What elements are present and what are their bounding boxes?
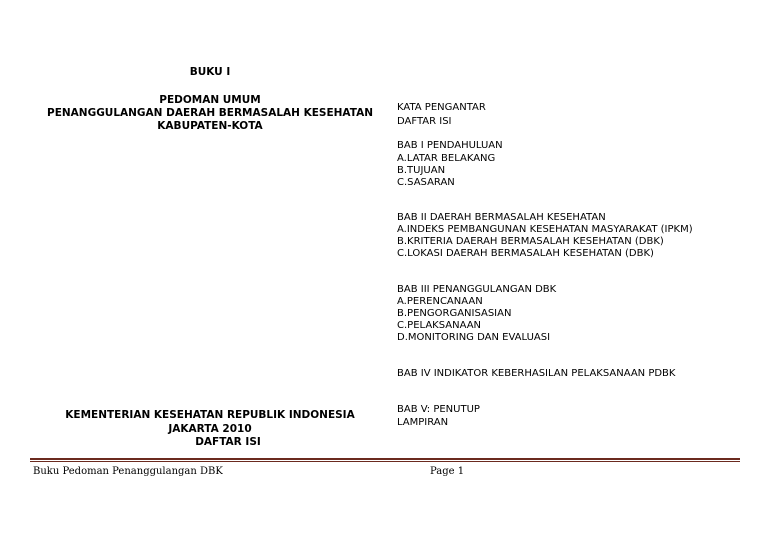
toc-daftar-isi: DAFTAR ISI — [397, 116, 452, 127]
toc-lampiran: LAMPIRAN — [397, 417, 449, 428]
title-line-2: PENANGGULANGAN DAERAH BERMASALAH KESEHATAN — [47, 107, 373, 119]
footer-page-number: Page 1 — [430, 466, 465, 477]
cover-toc-label: DAFTAR ISI — [195, 436, 261, 448]
footer-book-name: Buku Pedoman Penanggulangan DBK — [33, 466, 223, 477]
title-line-3: KABUPATEN-KOTA — [157, 120, 263, 132]
toc-bab-1-item: C.SASARAN — [397, 177, 455, 188]
title-line-1: PEDOMAN UMUM — [159, 94, 261, 106]
toc-bab-3-item: C.PELAKSANAAN — [397, 320, 482, 331]
toc-bab-2-item: C.LOKASI DAERAH BERMASALAH KESEHATAN (DBK) — [397, 248, 654, 259]
book-label: BUKU I — [189, 66, 231, 78]
toc-kata-pengantar: KATA PENGANTAR — [397, 102, 486, 113]
toc-bab-1-title: BAB I PENDAHULUAN — [397, 140, 503, 151]
toc-bab-4-title: BAB IV INDIKATOR KEBERHASILAN PELAKSANAAN PDBK — [397, 368, 676, 379]
toc-bab-3-item: B.PENGORGANISASIAN — [397, 308, 512, 319]
toc-bab-5-title: BAB V: PENUTUP — [397, 404, 480, 415]
toc-bab-2-item: A.INDEKS PEMBANGUNAN KESEHATAN MASYARAKAT (IPKM) — [397, 224, 693, 235]
city-year: JAKARTA 2010 — [168, 423, 252, 435]
toc-bab-1-item: B.TUJUAN — [397, 165, 446, 176]
footer-divider — [30, 458, 740, 460]
toc-bab-2-item: B.KRITERIA DAERAH BERMASALAH KESEHATAN (DBK) — [397, 236, 664, 247]
ministry-name: KEMENTERIAN KESEHATAN REPUBLIK INDONESIA — [65, 409, 355, 421]
toc-bab-1-item: A.LATAR BELAKANG — [397, 153, 496, 164]
toc-bab-3-title: BAB III PENANGGULANGAN DBK — [397, 284, 557, 295]
toc-bab-3-item: A.PERENCANAAN — [397, 296, 483, 307]
toc-bab-3-item: D.MONITORING DAN EVALUASI — [397, 332, 551, 343]
footer-divider-thin — [30, 461, 740, 462]
toc-bab-2-title: BAB II DAERAH BERMASALAH KESEHATAN — [397, 212, 606, 223]
